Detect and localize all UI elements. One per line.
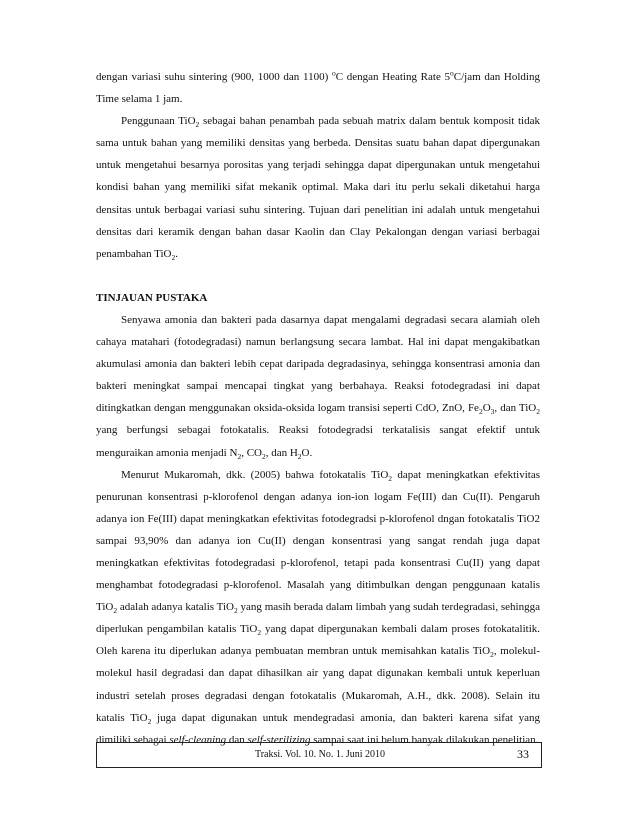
degree-superscript: o — [450, 68, 454, 78]
subscript: 2 — [234, 606, 238, 616]
subscript: 2 — [195, 120, 200, 130]
text-run: yang berfungsi sebagai fotokatalis. Reaksi fotodegradsi terkatalisis sangat efektif untuk menguraikan amonia menjadi N — [96, 424, 540, 459]
text-run: dapat meningkatkan efektivitas penurunan konsentrasi p-klorofenol dengan adanya ion-ion logam Fe(III) dan Cu(II). Pengaruh adanya ion Fe(III) dapat meningkatkan efektivitas fotodegradsi p-klorofenol dngan fotokatalis TiO2 sampai 93,90% dan adanya ion Cu(II) dengan konsentrasi yang sangat rendah juga dapat meningkatkan efektivitas fotodegradasi p-klorofenol, tetapi pada konsentrasi Cu(II) yang dapat menghambat fotodegradasi p-klorofenol. Masalah yang ditimbulkan dengan penggunaan katalis TiO — [96, 468, 540, 614]
degree-superscript: o — [331, 68, 336, 78]
subscript: 2 — [261, 451, 266, 461]
text-run: adalah adanya katalis TiO — [117, 601, 234, 614]
subscript: 2 — [388, 473, 393, 483]
subscript: 2 — [171, 252, 176, 262]
text-run: O — [482, 402, 491, 415]
italic-term: self-sterilizing — [247, 733, 311, 746]
subscript: 2 — [478, 407, 483, 417]
text-run: Menurut Mukaromah, dkk. (2005) bahwa fotokatalis TiO — [121, 468, 389, 481]
text-run: C/jam dan Holding Time selama 1 jam. — [96, 71, 540, 106]
subscript: 2 — [490, 650, 494, 660]
text-run: O. — [301, 446, 313, 459]
page-footer — [96, 742, 542, 768]
text-run: sampai saat ini belum banyak dilakukan penelitian. — [310, 733, 539, 746]
text-run: Senyawa amonia dan bakteri pada dasarnya dapat mengalami degradasi secara alamiah oleh cahaya matahari (fotodegradasi) namun berlangsung secara lambat. Hal ini dapat mengakibatkan akumulasi amonia dan bakteri lebih cepat daripada degradasinya, sehingga konsentrasi amonia dan bakteri meningkat sampai mencapai tingkat yang berbahaya. Reaksi fotodegradasi ini dapat ditingkatkan dengan menggunakan oksida-oksida logam transisi seperti CdO, ZnO, Fe — [96, 313, 540, 415]
text-run: . — [175, 247, 178, 260]
page-number: 33 — [517, 747, 529, 761]
subscript: 2 — [237, 451, 242, 461]
subscript: 2 — [147, 716, 152, 726]
text-run: Penggunaan TiO — [121, 115, 196, 128]
paragraph-sintering — [96, 66, 540, 110]
paragraph-fotodegradasi — [96, 309, 540, 464]
section-heading: TINJAUAN PUSTAKA — [96, 291, 208, 304]
subscript: 2 — [257, 628, 262, 638]
paragraph-mukaromah — [96, 464, 540, 751]
text-run: C dengan Heating Rate 5 — [335, 71, 451, 83]
text-run: dengan variasi suhu sintering (900, 1000 dan 1100) — [96, 71, 332, 83]
text-run: , CO — [241, 446, 262, 459]
journal-citation: Traksi. Vol. 10. No. 1. Juni 2010 — [254, 749, 386, 760]
text-run: yang masih berada dalam limbah yang sudah terdegradasi, sehingga diperlukan pengambilan katalis TiO — [96, 601, 540, 636]
subscript: 2 — [536, 407, 540, 417]
paragraph-tio2-purpose — [96, 110, 540, 265]
text-run: , dan TiO — [494, 402, 537, 415]
text-run: , molekul-molekul hasil degradasi dan dapat dihasilkan air yang dapat digunakan kembali untuk keperluan industri setelah proses degradasi dengan fotokatalis (Mukaromah, A.H., dkk. 2008). Selain itu katalis TiO — [96, 645, 541, 724]
text-run: , dan H — [265, 446, 298, 459]
subscript: 2 — [113, 606, 118, 616]
text-run: sebagai bahan penambah pada sebuah matrix dalam bentuk komposit tidak sama untuk bahan yang memiliki densitas yang berbeda. Densitas suatu bahan dapat dipergunakan untuk mengetahui besarnya porositas yang terjadi sehingga dapat dipergunakan untuk mengetahui kondisi bahan yang memiliki sifat mekanik optimal. Maka dari itu perlu sekali diketahui harga densitas untuk berbagai variasi suhu sintering. Tujuan dari penelitian ini adalah untuk mengetahui densitas dari keramik dengan bahan dasar Kaolin dan Clay Pekalongan dengan variasi berbagai penambahan TiO — [96, 115, 540, 260]
subscript: 2 — [297, 451, 302, 461]
text-run: yang dapat dipergunakan kembali dalam proses fotokatalitik. Oleh karena itu diperlukan adanya pembuatan membran untuk memisahkan katalis TiO — [96, 623, 540, 658]
body-text — [96, 66, 540, 751]
text-run: juga dapat digunakan untuk mendegradasi amonia, dan bakteri karena sifat yang dimiliki sebagai — [96, 711, 540, 746]
text-run: dan — [226, 733, 248, 746]
subscript: 3 — [490, 407, 495, 417]
italic-term: self-cleaning — [169, 733, 227, 746]
